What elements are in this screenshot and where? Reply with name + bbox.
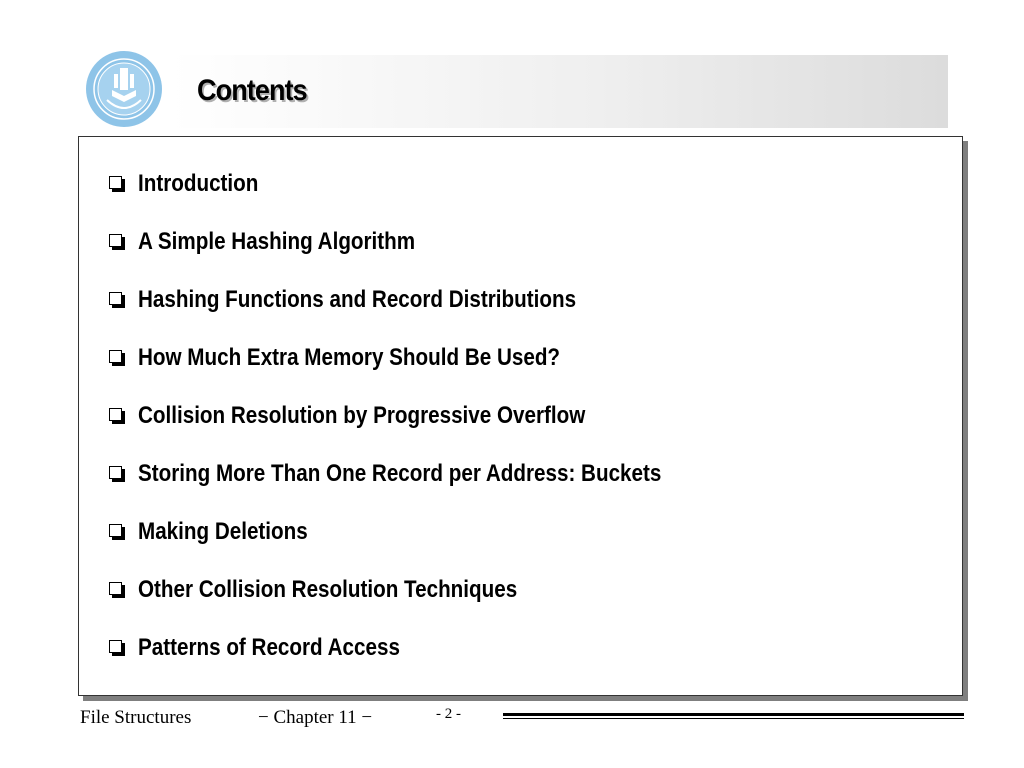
- checkbox-bullet-icon: [109, 176, 122, 189]
- footer-course: File Structures: [80, 707, 192, 728]
- list-item: [109, 344, 747, 402]
- toc-item-text: Introduction: [138, 170, 259, 197]
- list-item: [109, 576, 747, 634]
- toc-item-text: A Simple Hashing Algorithm: [138, 228, 416, 255]
- checkbox-bullet-icon: [109, 640, 122, 653]
- toc-item-text: Making Deletions: [138, 518, 308, 545]
- list-item: [109, 170, 747, 228]
- checkbox-bullet-icon: [109, 408, 122, 421]
- list-item: [109, 286, 747, 344]
- list-item: [109, 228, 747, 286]
- checkbox-bullet-icon: [109, 292, 122, 305]
- slide-title: Contents: [197, 74, 307, 107]
- toc-item-text: How Much Extra Memory Should Be Used?: [138, 344, 561, 371]
- checkbox-bullet-icon: [109, 234, 122, 247]
- toc-item-text: Collision Resolution by Progressive Overflow: [138, 402, 586, 429]
- list-item: [109, 460, 747, 518]
- footer-rule-thin: [503, 718, 964, 719]
- checkbox-bullet-icon: [109, 524, 122, 537]
- checkbox-bullet-icon: [109, 466, 122, 479]
- toc-item-text: Patterns of Record Access: [138, 634, 400, 661]
- footer-rule-thick: [503, 713, 964, 716]
- university-seal-logo: [85, 50, 163, 128]
- contents-box: [78, 136, 963, 696]
- footer-chapter: − Chapter 11 −: [258, 707, 373, 728]
- toc-item-text: Storing More Than One Record per Address: Buckets: [138, 460, 662, 487]
- page-number: - 2 -: [436, 706, 461, 722]
- list-item: [109, 518, 747, 576]
- contents-list: [109, 170, 747, 692]
- toc-item-text: Other Collision Resolution Techniques: [138, 576, 518, 603]
- checkbox-bullet-icon: [109, 350, 122, 363]
- list-item: [109, 634, 747, 692]
- list-item: [109, 402, 747, 460]
- checkbox-bullet-icon: [109, 582, 122, 595]
- toc-item-text: Hashing Functions and Record Distributions: [138, 286, 577, 313]
